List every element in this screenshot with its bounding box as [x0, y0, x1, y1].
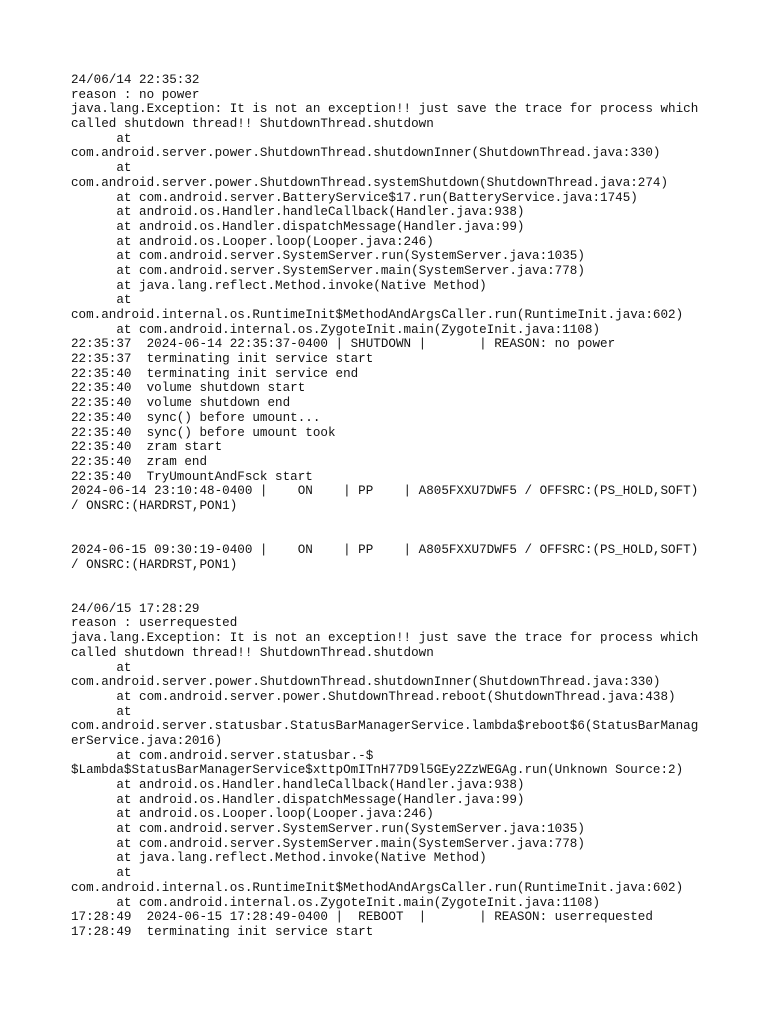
log-line: at com.android.server.SystemServer.run(SystemServer.java:1035) [71, 822, 585, 837]
log-line: at [71, 660, 132, 675]
log-line: at android.os.Handler.dispatchMessage(Handler.java:99) [71, 792, 525, 807]
log-line: reason : no power [71, 87, 200, 102]
log-line: 22:35:37 terminating init service start [71, 352, 374, 367]
log-line: at com.android.server.SystemServer.main(SystemServer.java:778) [71, 263, 585, 278]
log-line: 22:35:40 zram start [71, 440, 223, 455]
log-line: at [71, 161, 132, 176]
log-line [71, 587, 711, 602]
log-line: at android.os.Looper.loop(Looper.java:246) [71, 234, 434, 249]
log-line: $Lambda$StatusBarManagerService$xttpOmITnH77D9l5GEy2ZzWEGAg.run(Unknown Source:2) [71, 763, 684, 778]
log-line: 22:35:40 zram end [71, 454, 208, 469]
log-line [71, 572, 711, 587]
log-line: reason : userrequested [71, 616, 238, 631]
log-line: at [71, 704, 132, 719]
log-line: called shutdown thread!! ShutdownThread.shutdown [71, 117, 434, 132]
log-line: com.android.internal.os.RuntimeInit$MethodAndArgsCaller.run(RuntimeInit.java:602) [71, 880, 684, 895]
log-line: called shutdown thread!! ShutdownThread.shutdown [71, 645, 434, 660]
log-line: 22:35:40 TryUmountAndFsck start [71, 469, 313, 484]
log-line: / ONSRC:(HARDRST,PON1) [71, 498, 238, 513]
log-line: at com.android.server.power.ShutdownThread.reboot(ShutdownThread.java:438) [71, 689, 676, 704]
log-line: com.android.server.power.ShutdownThread.shutdownInner(ShutdownThread.java:330) [71, 146, 661, 161]
log-line: 17:28:49 terminating init service start [71, 924, 374, 939]
log-line: at java.lang.reflect.Method.invoke(Native Method) [71, 278, 487, 293]
log-line: 22:35:40 terminating init service end [71, 366, 359, 381]
log-line: 22:35:40 sync() before umount took [71, 425, 336, 440]
log-line [71, 514, 711, 529]
log-line: com.android.server.statusbar.StatusBarManagerService.lambda$reboot$6(StatusBarManag [71, 719, 699, 734]
log-line: at com.android.internal.os.ZygoteInit.main(ZygoteInit.java:1108) [71, 322, 601, 337]
log-line: 24/06/14 22:35:32 [71, 73, 200, 87]
log-line [71, 528, 711, 543]
log-line: 22:35:40 sync() before umount... [71, 410, 321, 425]
log-line: at com.android.server.BatteryService$17.run(BatteryService.java:1745) [71, 190, 638, 205]
log-line: at android.os.Handler.dispatchMessage(Handler.java:99) [71, 219, 525, 234]
log-line: java.lang.Exception: It is not an exception!! just save the trace for process which [71, 102, 699, 117]
log-document [71, 73, 711, 940]
log-line: at com.android.server.statusbar.-$ [71, 748, 374, 763]
log-line: at android.os.Handler.handleCallback(Handler.java:938) [71, 778, 525, 792]
log-line: 22:35:37 2024-06-14 22:35:37-0400 | SHUTDOWN | | REASON: no power [71, 337, 616, 352]
log-line: 17:28:49 2024-06-15 17:28:49-0400 | REBOOT | | REASON: userrequested [71, 910, 653, 925]
log-line: at android.os.Looper.loop(Looper.java:246) [71, 807, 434, 822]
log-line: at com.android.internal.os.ZygoteInit.main(ZygoteInit.java:1108) [71, 895, 601, 910]
log-line: at com.android.server.SystemServer.main(SystemServer.java:778) [71, 836, 585, 851]
log-line: 24/06/15 17:28:29 [71, 601, 200, 616]
log-line: com.android.server.power.ShutdownThread.systemShutdown(ShutdownThread.java:274) [71, 175, 669, 190]
log-line: at java.lang.reflect.Method.invoke(Native Method) [71, 851, 487, 866]
log-line: 2024-06-14 23:10:48-0400 | ON | PP | A805FXXU7DWF5 / OFFSRC:(PS_HOLD,SOFT) [71, 484, 699, 499]
log-line: at android.os.Handler.handleCallback(Handler.java:938) [71, 205, 525, 220]
log-line: at com.android.server.SystemServer.run(SystemServer.java:1035) [71, 249, 585, 264]
log-line: at [71, 131, 132, 146]
log-line: erService.java:2016) [71, 733, 223, 748]
log-line: 22:35:40 volume shutdown end [71, 396, 291, 411]
log-line: java.lang.Exception: It is not an exception!! just save the trace for process which [71, 631, 699, 646]
log-line: at [71, 866, 132, 881]
log-line: at [71, 293, 132, 308]
log-line: 2024-06-15 09:30:19-0400 | ON | PP | A805FXXU7DWF5 / OFFSRC:(PS_HOLD,SOFT) [71, 543, 699, 557]
log-line: com.android.internal.os.RuntimeInit$MethodAndArgsCaller.run(RuntimeInit.java:602) [71, 308, 684, 322]
log-line: com.android.server.power.ShutdownThread.shutdownInner(ShutdownThread.java:330) [71, 675, 661, 690]
log-line: / ONSRC:(HARDRST,PON1) [71, 557, 238, 572]
log-line: 22:35:40 volume shutdown start [71, 381, 306, 396]
